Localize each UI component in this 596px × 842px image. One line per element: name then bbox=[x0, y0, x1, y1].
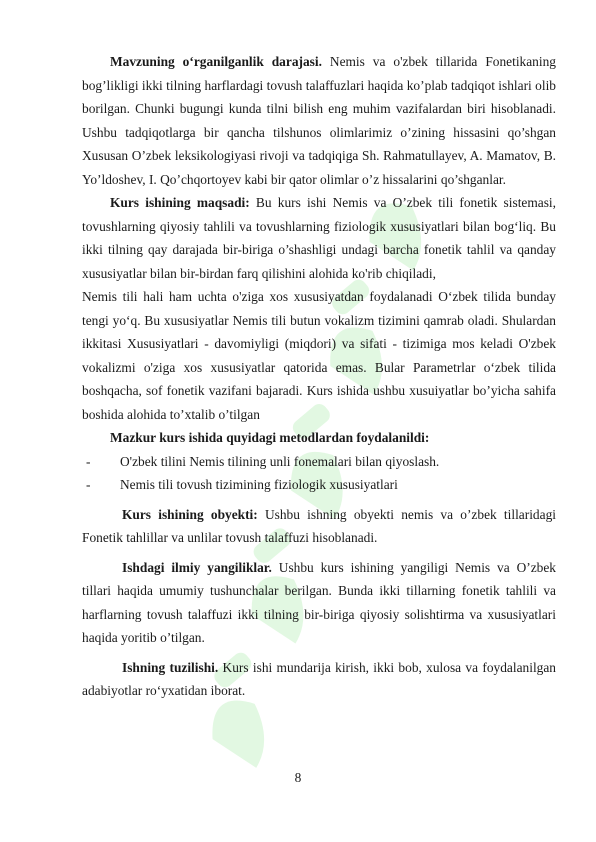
text-novelty: Ushbu kurs ishining yangiligi Nemis va O’zbek tillari haqida umumiy tushunchalar berilgan. Bunda ikki tillarning fonetik tahlili va harflarning tovush talaffuzi ikki tilning bir-biriga qiyosiy solishtirma va xususiyatlari haqida yoritib o’tilgan. bbox=[82, 559, 556, 645]
list-dash: - bbox=[86, 453, 91, 469]
heading-novelty: Ishdagi ilmiy yangiliklar. bbox=[122, 559, 272, 575]
heading-course-aim: Kurs ishining maqsadi: bbox=[110, 195, 250, 210]
document-body bbox=[82, 50, 556, 703]
text-object: Ushbu ishning obyekti nemis va o’zbek tillaridagi Fonetik tahlillar va unlilar tovush talaffuzi hisoblanadi. bbox=[82, 506, 556, 545]
paragraph-german-features: Nemis tili hali ham uchta o'ziga xos xususiyatdan foydalanadi O‘zbek tilida bunday tengi yo‘q. Bu xususiyatlar Nemis tili butun vokalizm tizimini qamrab oladi. Shulardan ikkitasi Xususiyatlari - davomiyligi (miqdori) va sifati - tizimiga mos keladi O'zbek vokalizmi o'ziga xos xususiyatlar qatorida emas. Bular Parametrlar o‘zbek tilida boshqacha, sof fonetik vazifani bajaradi. Kurs ishida ushbu xusuiyatlar bo’yicha sahifa boshida alohida to’xtalib o’tilgan bbox=[82, 289, 556, 422]
text-research-level: Nemis va o'zbek tillarida Fonetikaning bog’likligi ikki tilning harflardagi tovush talaffuzlari haqida ko’plab tadqiqot ishlari olib borilgan. Chunki bugungi kunda tilni bilish eng muhim vazifalardan biri hisoblanadi. Ushbu tadqiqotlarga bir qancha tilshunos olimlarimiz o’zining hissasini qo’shgan Xususan O’zbek leksikologiyasi rivoji va tadqiqiga Sh. Rahmatullayev, A. Mamatov, B. Yo’ldoshev, I. Qo’chqortoyev kabi bir qator olimlar o’z hissalarini qo’shganlar. bbox=[82, 54, 556, 187]
text-course-aim: Bu kurs ishi Nemis va O’zbek tili fonetik sistemasi, tovushlarning qiyosiy tahlili va tovushlarning fiziologik xususiyatlari bilan bog‘liq. Bu ikki tilning qay darajada bir-biriga o’shashligi undagi barcha fonetik tahlil va qanday xususiyatlar bilan bir-birdan farq qilishini alohida ko'rib chiqiladi, bbox=[82, 195, 556, 281]
list-item bbox=[82, 450, 556, 474]
heading-research-level: Mavzuning o‘rganilganlik darajasi. bbox=[110, 54, 322, 69]
list-item-text: O'zbek tilini Nemis tilining unli fonemalari bilan qiyoslash. bbox=[120, 453, 440, 469]
paragraph-object bbox=[82, 503, 556, 550]
heading-structure: Ishning tuzilishi. bbox=[122, 659, 219, 675]
list-item bbox=[82, 473, 556, 497]
heading-object: Kurs ishining obyekti: bbox=[122, 506, 258, 522]
page-number: 8 bbox=[294, 770, 302, 785]
paragraph-novelty bbox=[82, 556, 556, 650]
list-item-text: Nemis tili tovush tizimining fiziologik xususiyatlari bbox=[120, 477, 398, 492]
text-structure: Kurs ishi mundarija kirish, ikki bob, xulosa va foydalanilgan adabiyotlar ro‘yxatidan iborat. bbox=[82, 659, 557, 698]
paragraph-structure bbox=[82, 656, 556, 703]
methods-heading-text: Mazkur kurs ishida quyidagi metodlardan foydalanildi: bbox=[110, 430, 430, 445]
paragraph-course-aim bbox=[82, 191, 556, 285]
list-dash: - bbox=[86, 477, 91, 492]
paragraph-research-level bbox=[82, 50, 556, 191]
heading-methods bbox=[82, 426, 556, 450]
